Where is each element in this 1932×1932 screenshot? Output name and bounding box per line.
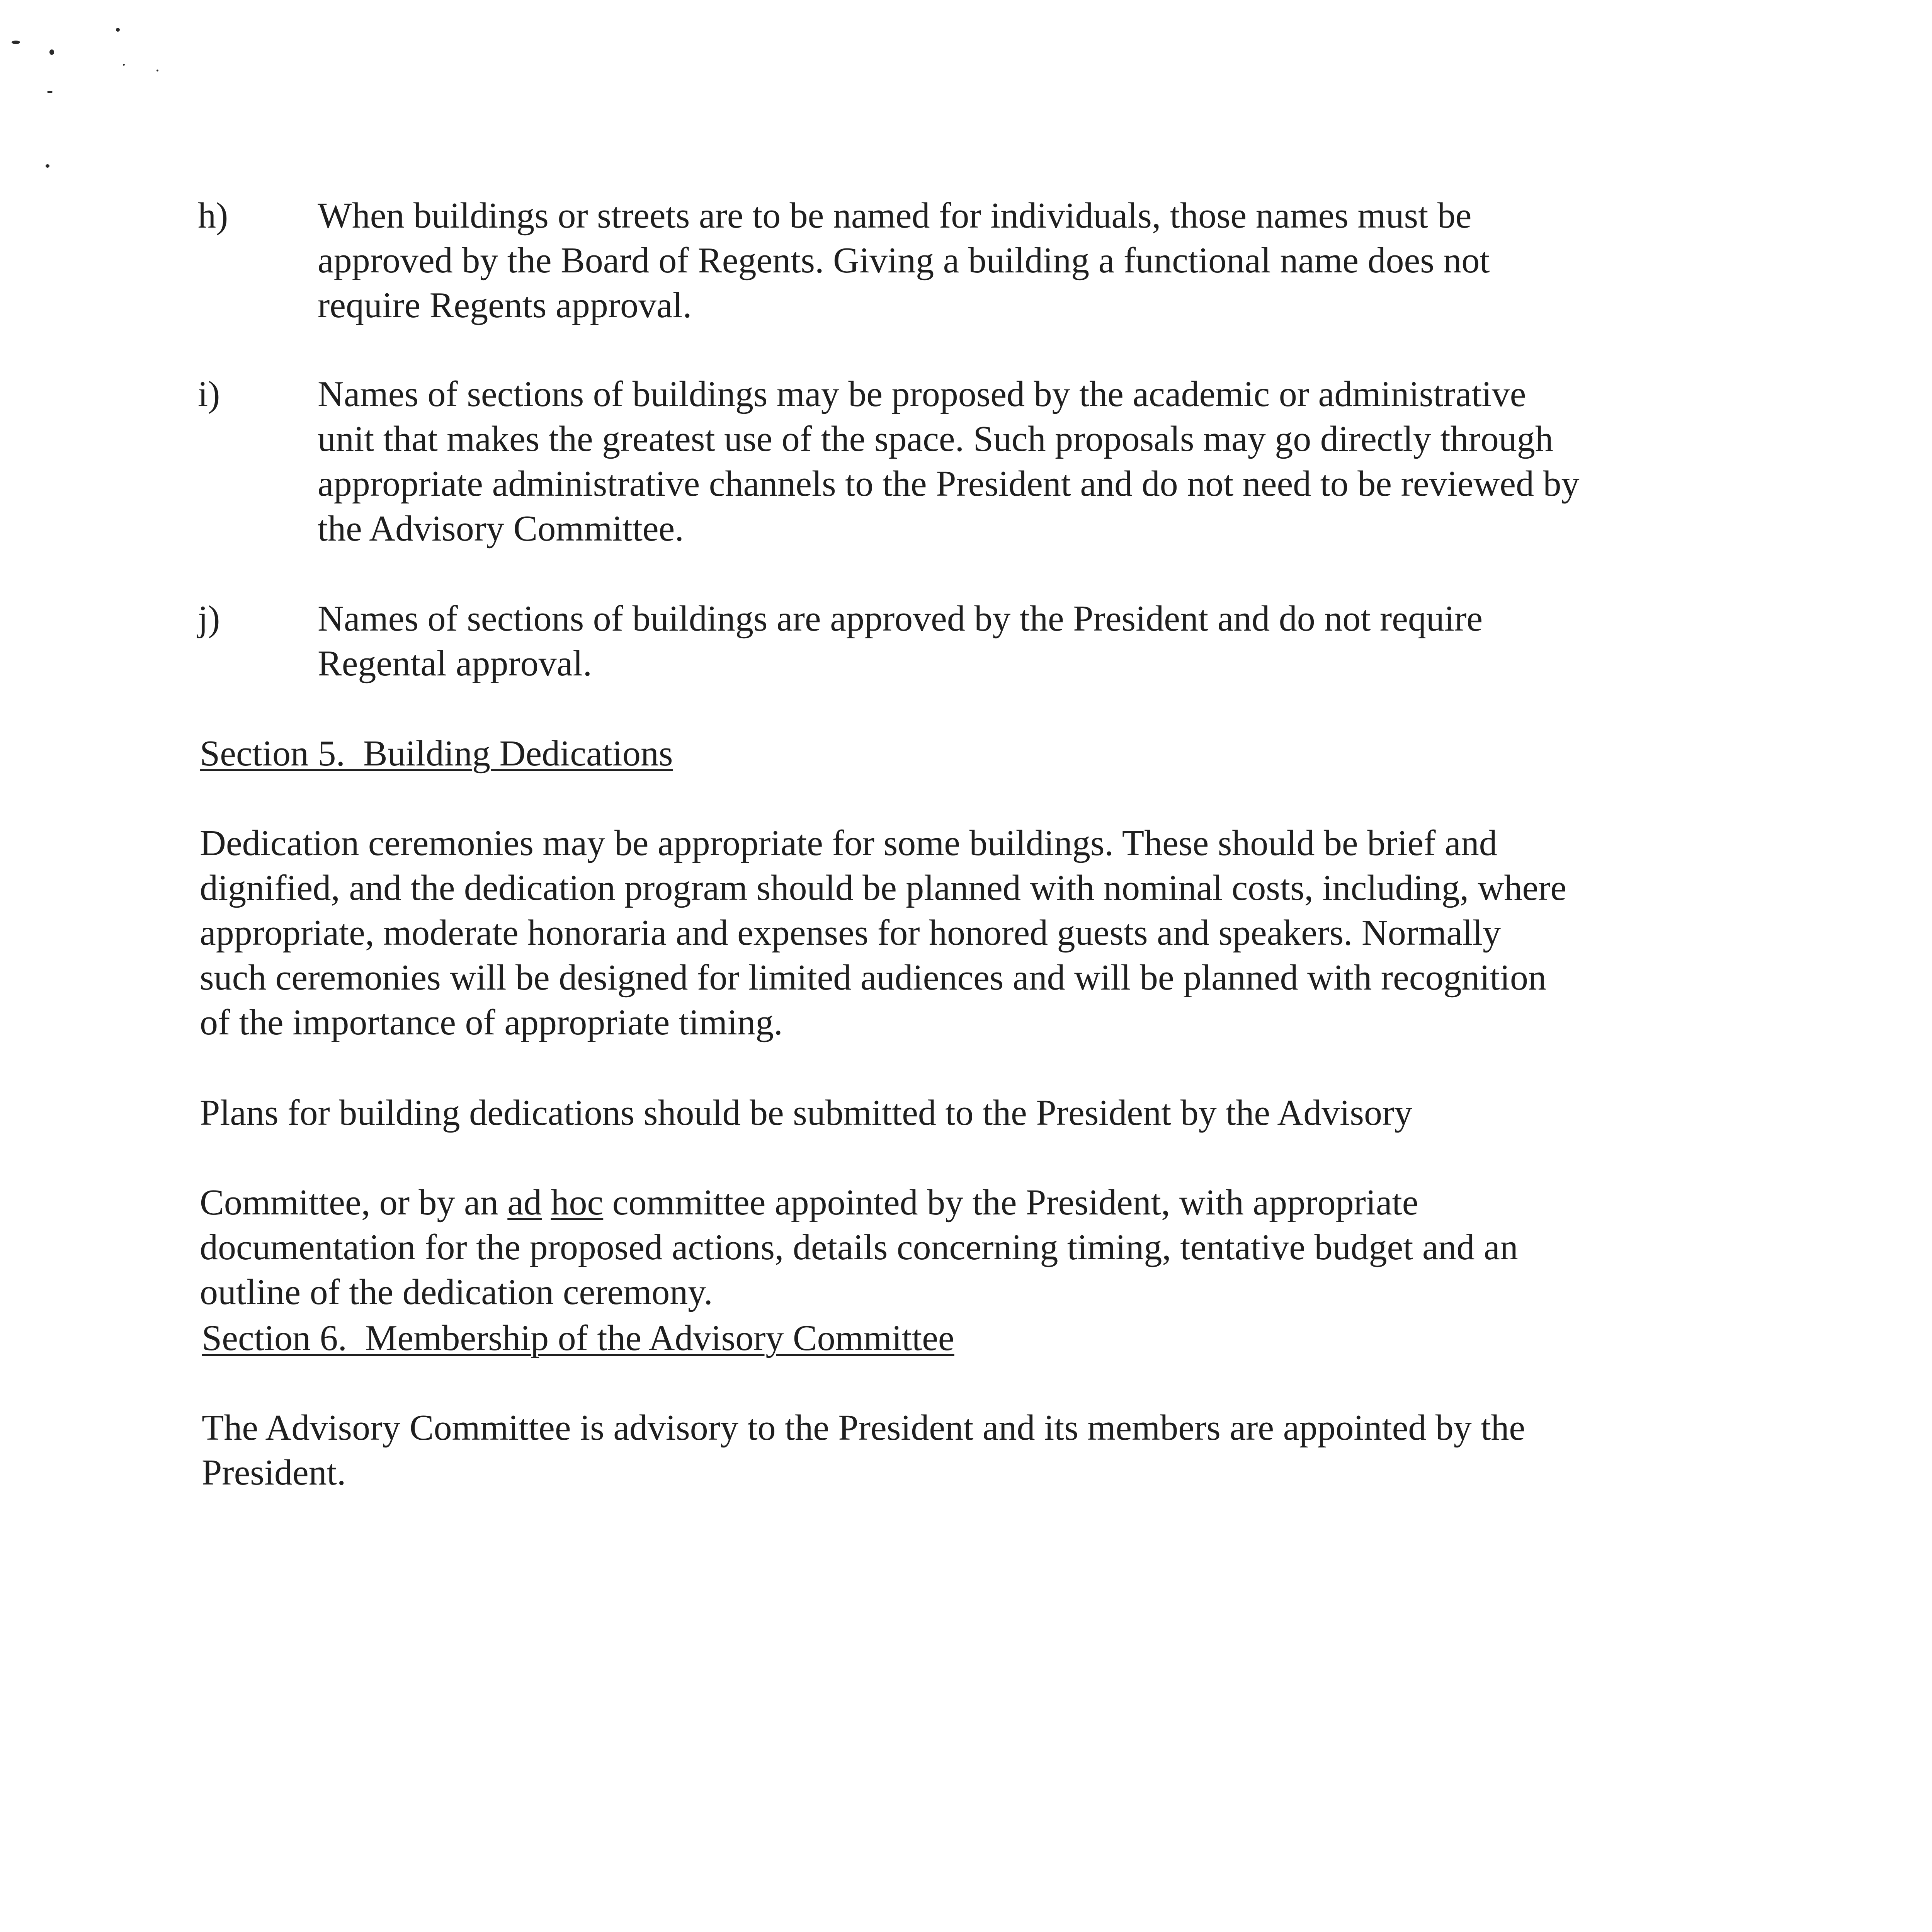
hoc-term: hoc (551, 1182, 604, 1223)
item-label: j) (198, 599, 220, 639)
scan-speck (49, 49, 54, 55)
scan-speck (12, 41, 20, 44)
section-6-paragraph: The Advisory Committee is advisory to the President and its members are appointed by the President. (202, 1408, 1526, 1493)
scan-speck (156, 70, 158, 71)
scan-speck (123, 64, 125, 66)
item-text: Names of sections of buildings are approved by the President and do not require Regental approval. (318, 599, 1483, 684)
item-text: When buildings or streets are to be named for individuals, those names must be approved by the Board of Regents. Giving a building a functional name does not require Regents approval. (318, 196, 1490, 325)
section-5-paragraph-2 (200, 1090, 1900, 1315)
text-span: committee appointed by the President, with appropriate (603, 1182, 1418, 1223)
list-item-i (198, 372, 1743, 553)
item-text: Names of sections of buildings may be proposed by the academic or administrative unit that makes the greatest use of the space. Such proposals may go directly through appropriate administrative channels to the President and do not need to be reviewed by the Advisory Committee. (318, 374, 1580, 549)
paragraph-line: documentation for the proposed actions, details concerning timing, tentative budget and an outline of the dedication ceremony. (200, 1227, 1518, 1312)
list-item-j (198, 596, 1743, 689)
section-5-paragraph-1: Dedication ceremonies may be appropriate for some buildings. These should be brief and dignified, and the dedication program should be planned with nominal costs, including, where appropriate, moderate honoraria and expenses for honored guests and speakers. Normally such ceremonies will be designed for limited audiences and will be planned with recognition of the importance of appropriate timing. (200, 823, 1567, 1043)
paragraph-line (200, 1135, 1900, 1225)
item-label: i) (198, 374, 220, 414)
text-span: Committee, or by an (200, 1182, 508, 1223)
scan-speck (46, 164, 49, 168)
list-item-h (198, 193, 1743, 328)
paragraph-line: Plans for building dedications should be submitted to the President by the Advisory (200, 1093, 1413, 1133)
text-span (542, 1182, 551, 1223)
scan-speck (116, 28, 120, 32)
scan-speck (47, 91, 53, 93)
ad-term: ad (507, 1182, 542, 1223)
item-label: h) (198, 196, 228, 236)
section-6-heading: Section 6. Membership of the Advisory Committee (202, 1318, 954, 1358)
section-5-heading: Section 5. Building Dedications (200, 733, 673, 774)
